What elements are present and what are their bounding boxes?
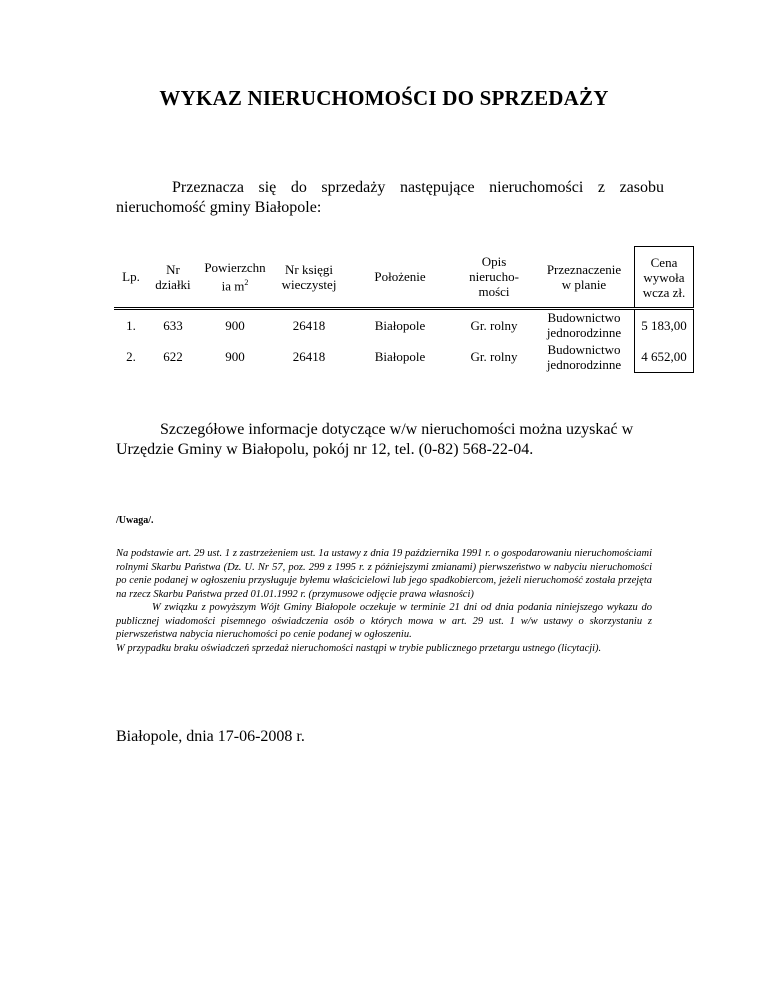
intro-paragraph [116, 178, 664, 218]
header-przezn-line1: Przeznaczenie [546, 261, 622, 277]
header-pow-line2 [198, 275, 272, 293]
header-cena-line2: wywoła [643, 269, 685, 285]
document-title: WYKAZ NIERUCHOMOŚCI DO SPRZEDAŻY [159, 86, 609, 110]
header-przeznaczenie [534, 247, 635, 309]
cell-przeznaczenie [534, 309, 635, 341]
header-cena-line3: wcza zł. [642, 284, 686, 300]
uwaga-notice [116, 547, 652, 655]
info-paragraph [116, 420, 676, 460]
header-nr-line1: Nr [166, 261, 180, 277]
cell-pow: 900 [225, 317, 245, 333]
header-przezn-line2: w planie [561, 276, 607, 292]
cell-przezn-line1: Budownictwo [547, 310, 621, 326]
table-row [114, 341, 694, 373]
cell-przezn-line2: jednorodzinne [546, 356, 622, 372]
property-table [114, 246, 694, 373]
header-pow-unit: ia m [221, 278, 245, 294]
header-kw-line2: wieczystej [281, 276, 337, 292]
cell-opis: Gr. rolny [470, 317, 518, 333]
header-nr-line2: działki [155, 276, 191, 292]
header-nr-dzialki [148, 247, 198, 309]
intro-text: Przeznacza się do sprzedaży następujące nieruchomości z zasobu nieruchomość gminy Białopole: [116, 179, 664, 216]
uwaga-paragraph-2: W związku z powyższym Wójt Gminy Białopole oczekuje w terminie 21 dni od dnia podania niniejszego wykazu do publicznej wiadomości pisemnego oświadczenia osób o których mowa w art. 29 ust. 1 w/w ustawy o skorzystaniu z pierwszeństwa nabycia nieruchomości po cenie podanej w ogłoszeniu. [116, 602, 652, 640]
info-text: Szczegółowe informacje dotyczące w/w nieruchomości można uzyskać w Urzędzie Gminy w Białopolu, pokój nr 12, tel. (0-82) 568-22-04. [116, 421, 634, 458]
cell-nr: 633 [163, 317, 183, 333]
cell-polozenie: Białopole [374, 317, 426, 333]
cell-kw: 26418 [292, 317, 326, 333]
cell-przeznaczenie [534, 341, 635, 373]
header-pow-sup: 2 [244, 278, 249, 288]
header-opis-line3: mości [478, 284, 510, 300]
cell-lp: 1. [126, 317, 136, 333]
cell-przezn-line2: jednorodzinne [546, 325, 622, 341]
header-ksiega [272, 247, 346, 309]
cell-kw: 26418 [292, 349, 326, 364]
cell-opis: Gr. rolny [470, 349, 518, 364]
header-cena [635, 247, 694, 309]
header-lp: Lp. [114, 247, 148, 309]
uwaga-paragraph-3: W przypadku braku oświadczeń sprzedaż nieruchomości nastąpi w trybie publicznego przetargu ustnego (licytacji). [116, 642, 602, 654]
header-opis [454, 247, 534, 309]
cell-cena: 4 652,00 [635, 341, 694, 373]
header-opis-line2: nierucho- [469, 269, 519, 285]
cell-cena: 5 183,00 [635, 309, 694, 341]
header-powierzchnia [198, 247, 272, 309]
table-row [114, 309, 694, 341]
cell-polozenie: Białopole [374, 349, 426, 364]
header-cena-line1: Cena [650, 254, 678, 270]
cell-nr: 622 [163, 349, 183, 364]
header-pow-line1: Powierzchn [204, 260, 266, 276]
cell-przezn-line1: Budownictwo [547, 341, 621, 357]
place-and-date: Białopole, dnia 17-06-2008 r. [116, 728, 305, 745]
cell-lp: 2. [126, 349, 136, 364]
cell-pow: 900 [225, 349, 245, 364]
header-polozenie: Położenie [346, 247, 454, 309]
header-kw-line1: Nr księgi [284, 261, 334, 277]
table-header-row [114, 247, 694, 309]
uwaga-heading: /Uwaga/. [116, 515, 154, 526]
uwaga-paragraph-1: Na podstawie art. 29 ust. 1 z zastrzeżeniem ust. 1a ustawy z dnia 19 października 1991 r. o gospodarowaniu nieruchomościami rolnymi Skarbu Państwa (Dz. U. Nr 57, poz. 299 z 1995 r. z późniejszymi zmianami) pierwszeństwo w nabyciu nieruchomości po cenie podanej w ogłoszeniu przysługuje byłemu właścicielowi lub jego spadkobiercom, jeżeli nieruchomość została przejęta na rzecz Skarbu Państwa przed 01.01.1992 r. (przymusowe odjęcie prawa własności) [116, 548, 652, 600]
header-opis-line1: Opis [481, 254, 507, 270]
